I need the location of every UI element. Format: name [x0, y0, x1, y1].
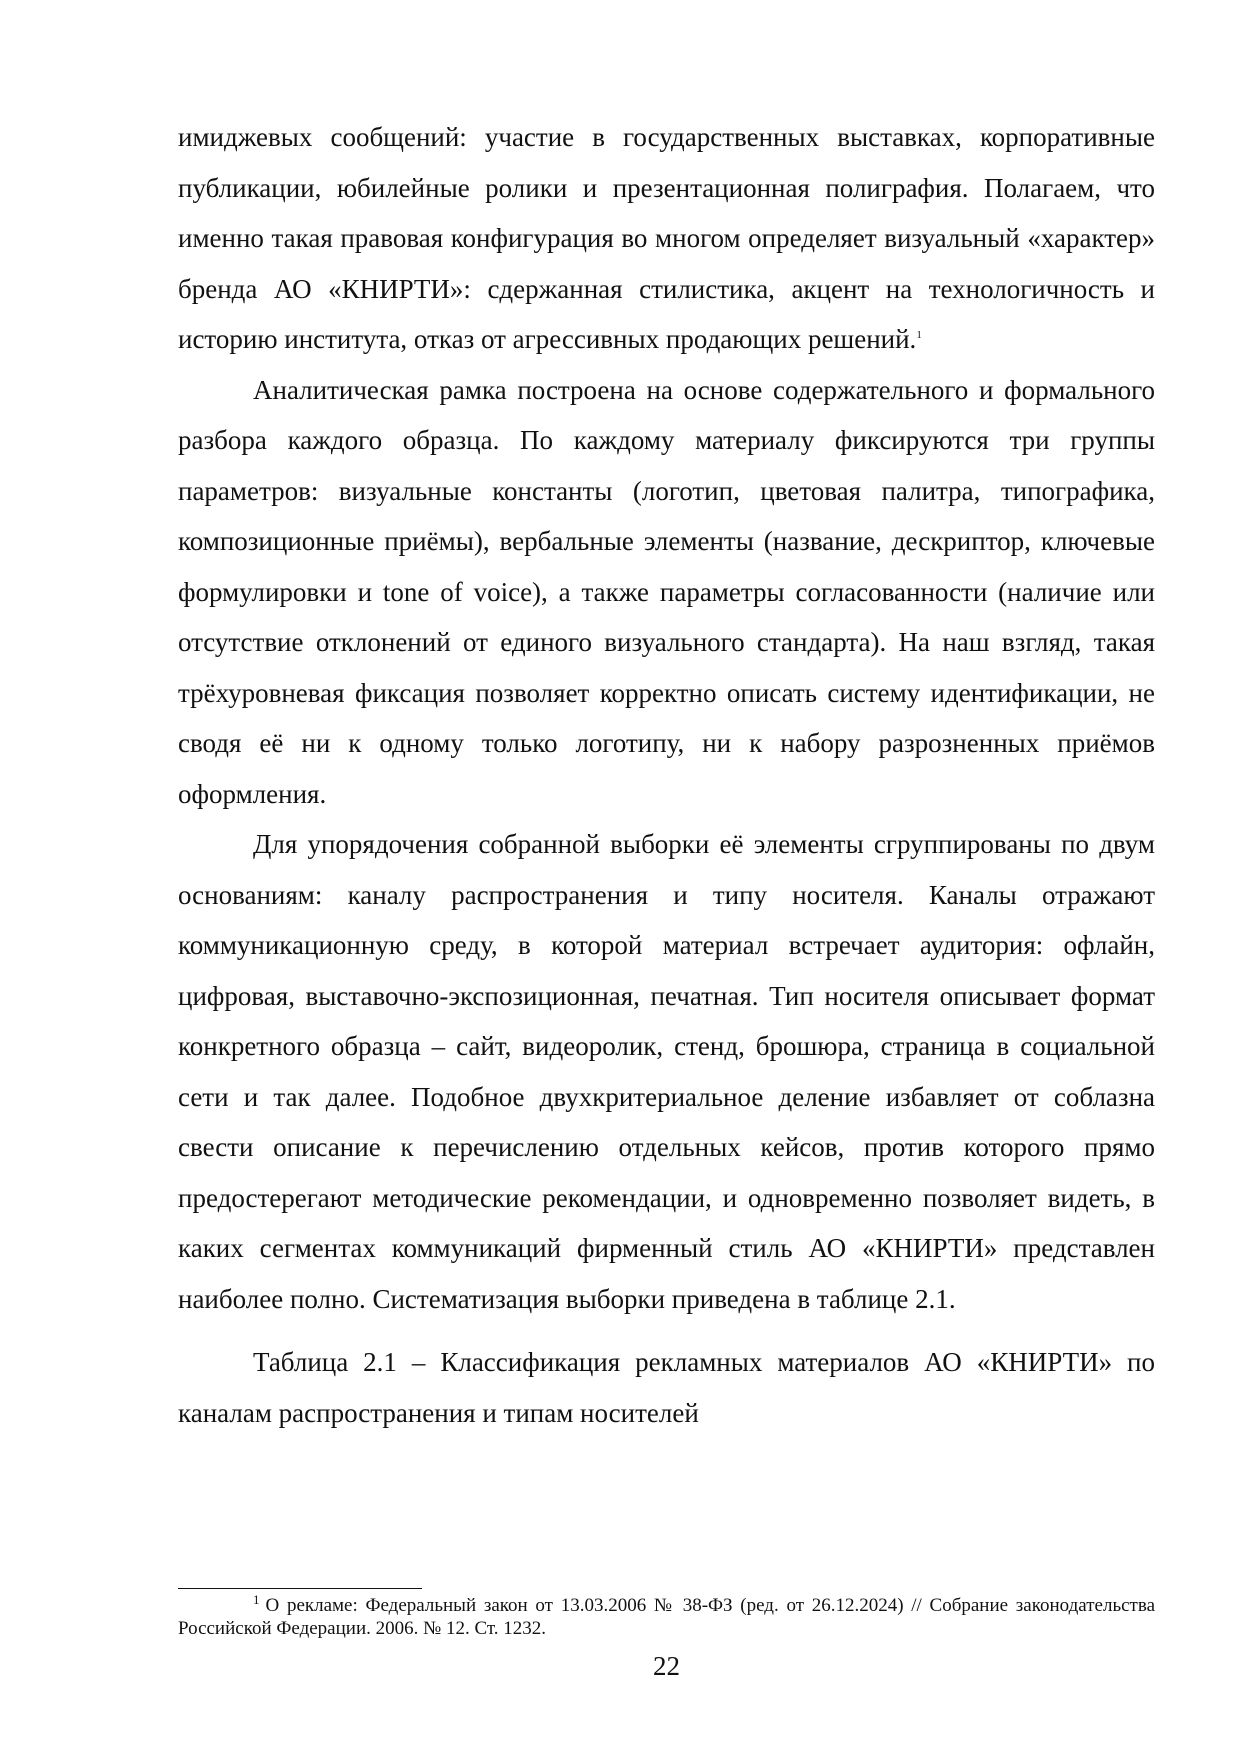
paragraph [178, 819, 1155, 1324]
paragraph [178, 112, 1155, 365]
footnote-reference[interactable]: 1 [916, 329, 922, 342]
footnote-separator [178, 1588, 422, 1589]
paragraph-text: Для упорядочения собранной выборки её элементы сгруппированы по двум основаниям: каналу распространения и типу носителя. Каналы отражают коммуникационную среду, в которой материал встречает аудитория: офлайн, цифровая, выставочно-экспозиционная, печатная. Тип носителя описывает формат конкретного образца – сайт, видеоролик, стенд, брошюра, страница в социальной сети и так далее. Подобное двухкритериальное деление избавляет от соблазна свести описание к перечислению отдельных кейсов, против которого прямо предостерегают методические рекомендации, и одновременно позволяет видеть, в каких сегментах коммуникаций фирменный стиль АО «КНИРТИ» представлен наиболее полно. Систематизация выборки приведена в таблице 2.1. [178, 829, 1155, 1314]
paragraph [178, 365, 1155, 820]
paragraph-text: имиджевых сообщений: участие в государственных выставках, корпоративные публикации, юбилейные ролики и презентационная полиграфия. Полагаем, что именно такая правовая конфигурация во многом определяет визуальный «характер» бренда АО «КНИРТИ»: сдержанная стилистика, акцент на технологичность и историю института, отказ от агрессивных продающих решений. [178, 122, 1155, 354]
table-caption-text: Таблица 2.1 – Классификация рекламных материалов АО «КНИРТИ» по каналам распространения и типам носителей [178, 1347, 1155, 1428]
paragraph-text: Аналитическая рамка построена на основе содержательного и формального разбора каждого образца. По каждому материалу фиксируются три группы параметров: визуальные константы (логотип, цветовая палитра, типографика, композиционные приёмы), вербальные элементы (название, дескриптор, ключевые формулировки и tone of voice), а также параметры согласованности (наличие или отсутствие отклонений от единого визуального стандарта). На наш взгляд, такая трёхуровневая фиксация позволяет корректно описать систему идентификации, не сводя её ни к одному только логотипу, ни к набору разрозненных приёмов оформления. [178, 374, 1155, 809]
body-text [178, 112, 1155, 1438]
page-number: 22 [653, 1651, 680, 1681]
footnote [178, 1591, 1155, 1640]
footnote-text: О рекламе: Федеральный закон от 13.03.2006 № 38-ФЗ (ред. от 26.12.2024) // Собрание законодательства Российской Федерации. 2006. № 12. Ст. 1232. [178, 1595, 1155, 1639]
table-caption [178, 1337, 1155, 1438]
footnote-number: 1 [253, 1591, 260, 1607]
